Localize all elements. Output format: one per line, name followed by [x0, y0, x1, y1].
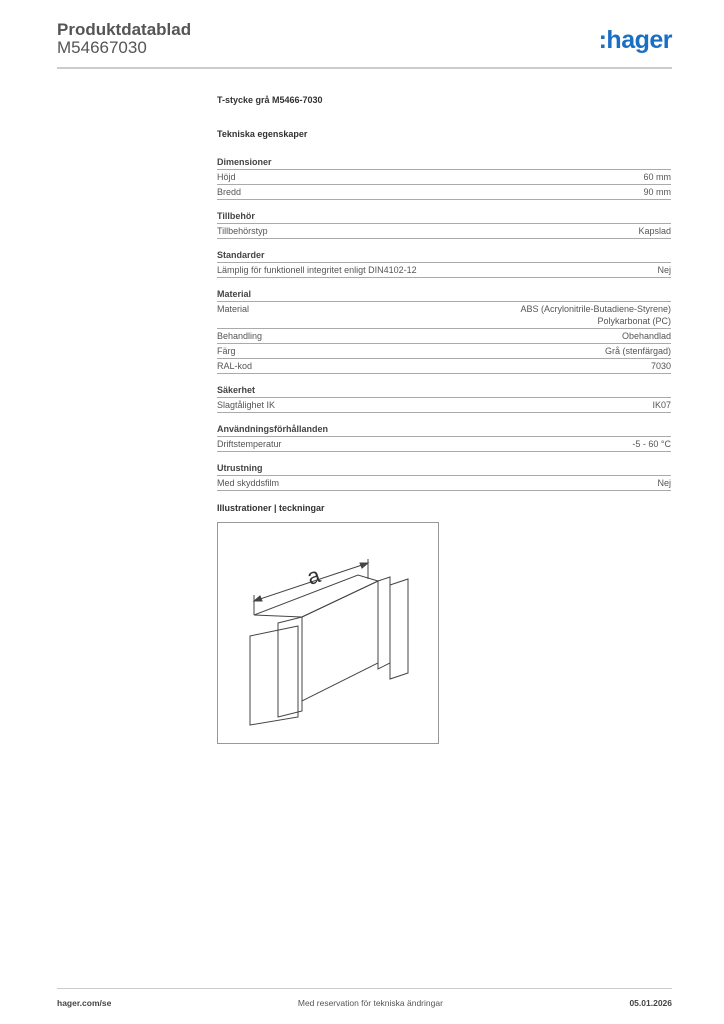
property-row — [217, 185, 671, 200]
property-row — [217, 437, 671, 452]
property-value — [638, 225, 671, 237]
property-value-line: Nej — [657, 478, 671, 488]
footer-website[interactable]: hager.com/se — [57, 998, 112, 1008]
property-label: Behandling — [217, 331, 263, 341]
property-label: Färg — [217, 346, 236, 356]
page-title: Produktdatablad — [57, 20, 192, 39]
property-row — [217, 476, 671, 491]
group-heading: Användningsförhållanden — [217, 422, 671, 437]
group-heading: Standarder — [217, 248, 671, 263]
content — [217, 95, 671, 744]
property-value-line: 60 mm — [643, 172, 671, 182]
property-value-line: 90 mm — [643, 187, 671, 197]
group-heading: Säkerhet — [217, 383, 671, 398]
group-heading: Utrustning — [217, 461, 671, 476]
property-groups — [217, 155, 671, 491]
product-drawing — [217, 522, 439, 744]
property-group — [217, 248, 671, 278]
property-value-line: Obehandlad — [621, 331, 671, 341]
property-label: Bredd — [217, 187, 242, 197]
property-value — [643, 171, 671, 183]
property-label: Lämplig för funktionell integritet enligt DIN4102-12 — [217, 265, 417, 275]
product-title: T-stycke grå M5466-7030 — [217, 95, 323, 105]
property-value-line: Kapslad — [638, 226, 671, 236]
property-label: Med skyddsfilm — [217, 478, 280, 488]
footer-disclaimer: Med reservation för tekniska ändringar — [297, 998, 443, 1008]
property-row — [217, 302, 671, 329]
footer-divider — [57, 988, 672, 989]
property-row — [217, 359, 671, 374]
hager-logo: :hager — [598, 26, 672, 54]
property-value — [657, 477, 671, 489]
property-label: Slagtålighet IK — [217, 400, 276, 410]
property-value-line: Grå (stenfärgad) — [604, 346, 671, 356]
footer — [57, 998, 672, 1008]
property-group — [217, 383, 671, 413]
property-value — [657, 264, 671, 276]
group-heading: Material — [217, 287, 671, 302]
drawing-left-plate — [250, 626, 298, 725]
property-value — [605, 345, 671, 357]
property-value-line: IK07 — [652, 400, 671, 410]
property-label: Driftstemperatur — [217, 439, 282, 449]
dimension-label: a — [303, 562, 324, 590]
property-value — [643, 186, 671, 198]
property-row — [217, 263, 671, 278]
section-title: Tekniska egenskaper — [217, 129, 308, 139]
property-group — [217, 287, 671, 374]
property-value — [520, 303, 671, 327]
property-value-line: Polykarbonat (PC) — [597, 316, 671, 326]
property-value — [652, 399, 671, 411]
illustrations-title: Illustrationer | teckningar — [217, 503, 325, 513]
drawing-right-flange — [378, 577, 390, 669]
drawing-right-plate — [390, 579, 408, 679]
property-row — [217, 398, 671, 413]
property-value-line: 7030 — [650, 361, 671, 371]
property-row — [217, 344, 671, 359]
property-value — [622, 330, 671, 342]
property-row — [217, 329, 671, 344]
property-value-line: ABS (Acrylonitrile-Butadiene-Styrene) — [520, 304, 671, 314]
group-heading: Tillbehör — [217, 209, 671, 224]
property-label: Höjd — [217, 172, 236, 182]
property-group — [217, 461, 671, 491]
property-value — [651, 360, 671, 372]
property-label: Material — [217, 304, 250, 314]
property-group — [217, 209, 671, 239]
property-value-line: Nej — [657, 265, 671, 275]
property-row — [217, 170, 671, 185]
property-value-line: -5 - 60 °C — [632, 439, 671, 449]
property-label: Tillbehörstyp — [217, 226, 268, 236]
property-value — [632, 438, 671, 450]
header-divider — [57, 67, 672, 69]
footer-date: 05.01.2026 — [629, 998, 672, 1008]
property-label: RAL-kod — [217, 361, 253, 371]
group-heading: Dimensioner — [217, 155, 671, 170]
product-code: M54667030 — [57, 38, 147, 57]
property-group — [217, 422, 671, 452]
property-group — [217, 155, 671, 200]
property-row — [217, 224, 671, 239]
